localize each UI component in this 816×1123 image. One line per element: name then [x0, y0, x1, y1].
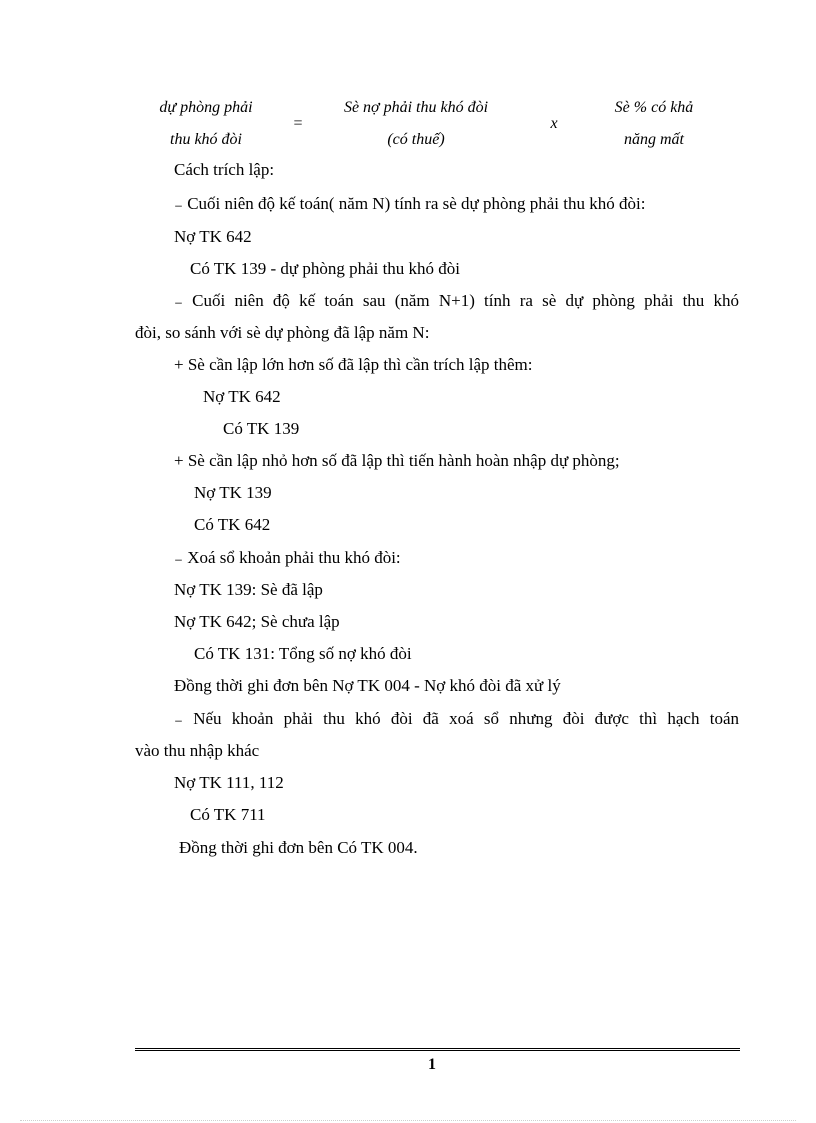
body-line: Có TK 139: [223, 419, 300, 438]
formula-left-line-1: dự phòng phải: [159, 99, 253, 116]
body-line: Nợ TK 111, 112: [174, 773, 284, 792]
body-line: ₋ Cuối niên độ kế toán( năm N) tính ra sè dự phòng phải thu khó đòi:: [174, 194, 646, 213]
body-line: + Sè cần lập nhỏ hơn số đã lập thì tiến hành hoàn nhập dự phòng;: [174, 451, 620, 470]
page-edge-divider: [20, 1120, 796, 1121]
formula-multiply-sign: x: [550, 115, 558, 132]
body-line: Nợ TK 642: [174, 227, 252, 246]
formula-middle-line-2: (có thuế): [387, 131, 445, 148]
body-line: đòi, so sánh với sè dự phòng đã lập năm N:: [135, 323, 430, 342]
body-line: Nợ TK 642; Sè chưa lập: [174, 612, 340, 631]
body-line: Nợ TK 139: [194, 483, 272, 502]
body-line: + Sè cần lập lớn hơn số đã lập thì cần trích lập thêm:: [174, 355, 533, 374]
formula-left-term: [138, 92, 274, 156]
body-line: ₋ Nếu khoản phải thu khó đòi đã xoá sổ nhưng đòi được thì hạch toán: [174, 709, 739, 728]
page-number: 1: [428, 1056, 436, 1073]
formula-equals-sign: =: [293, 115, 303, 132]
footer-rule: [135, 1048, 740, 1051]
formula-right-line-1: Sè % có khả: [614, 99, 694, 116]
formula-middle-term: [318, 92, 514, 156]
body-line: ₋ Cuối niên độ kế toán sau (năm N+1) tính ra sè dự phòng phải thu khó: [174, 291, 739, 310]
formula-middle-line-1: Sè nợ phải thu khó đòi: [343, 99, 489, 116]
body-line: ₋ Xoá sổ khoản phải thu khó đòi:: [174, 548, 401, 567]
body-line: Có TK 139 - dự phòng phải thu khó đòi: [190, 259, 461, 278]
body-line: Có TK 642: [194, 515, 271, 534]
body-line: vào thu nhập khác: [135, 741, 260, 760]
body-line: Có TK 131: Tổng số nợ khó đòi: [194, 644, 412, 663]
body-line: Cách trích lập:: [174, 160, 275, 179]
body-line: Nợ TK 642: [203, 387, 281, 406]
body-line: Đồng thời ghi đơn bên Có TK 004.: [179, 838, 418, 857]
body-line: Có TK 711: [190, 805, 266, 824]
body-line: Đồng thời ghi đơn bên Nợ TK 004 - Nợ khó đòi đã xử lý: [174, 676, 561, 695]
formula-right-line-2: năng mất: [624, 131, 684, 148]
body-line: Nợ TK 139: Sè đã lập: [174, 580, 323, 599]
formula-left-line-2: thu khó đòi: [170, 131, 242, 148]
formula-right-term: [592, 92, 716, 156]
